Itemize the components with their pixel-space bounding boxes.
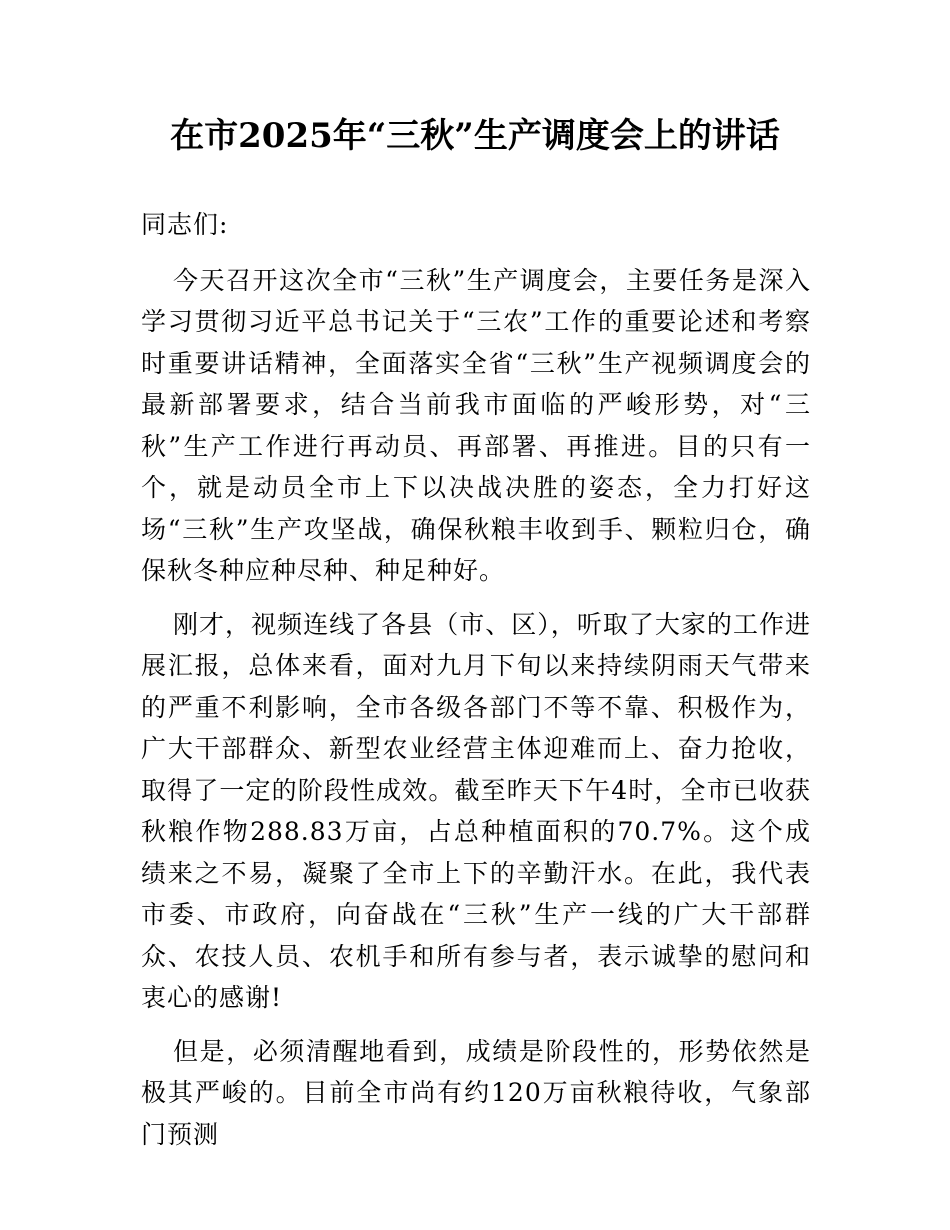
paragraph-3: 但是，必须清醒地看到，成绩是阶段性的，形势依然是极其严峻的。目前全市尚有约120万亩秋粮待收，气象部门预测 xyxy=(141,1036,811,1149)
document-body xyxy=(141,204,811,1167)
paragraph-1: 今天召开这次全市“三秋”生产调度会，主要任务是深入学习贯彻习近平总书记关于“三农”工作的重要论述和考察时重要讲话精神，全面落实全省“三秋”生产视频调度会的最新部署要求，结合当前我市面临的严峻形势，对“三秋”生产工作进行再动员、再部署、再推进。目的只有一个，就是动员全市上下以决战决胜的姿态，全力打好这场“三秋”生产攻坚战，确保秋粮丰收到手、颗粒归仓，确保秋冬种应种尽种、种足种好。 xyxy=(141,265,811,585)
document-title: 在市2025年“三秋”生产调度会上的讲话 xyxy=(170,116,780,156)
greeting: 同志们: xyxy=(141,210,229,239)
paragraph-2: 刚才，视频连线了各县（市、区），听取了大家的工作进展汇报，总体来看，面对九月下旬以来持续阴雨天气带来的严重不利影响，全市各级各部门不等不靠、积极作为，广大干部群众、新型农业经营主体迎难而上、奋力抢收，取得了一定的阶段性成效。截至昨天下午4时，全市已收获秋粮作物288.83万亩，占总种植面积的70.7%。这个成绩来之不易，凝聚了全市上下的辛勤汗水。在此，我代表市委、市政府，向奋战在“三秋”生产一线的广大干部群众、农技人员、农机手和所有参与者，表示诚挚的慰问和衷心的感谢! xyxy=(141,609,811,1012)
